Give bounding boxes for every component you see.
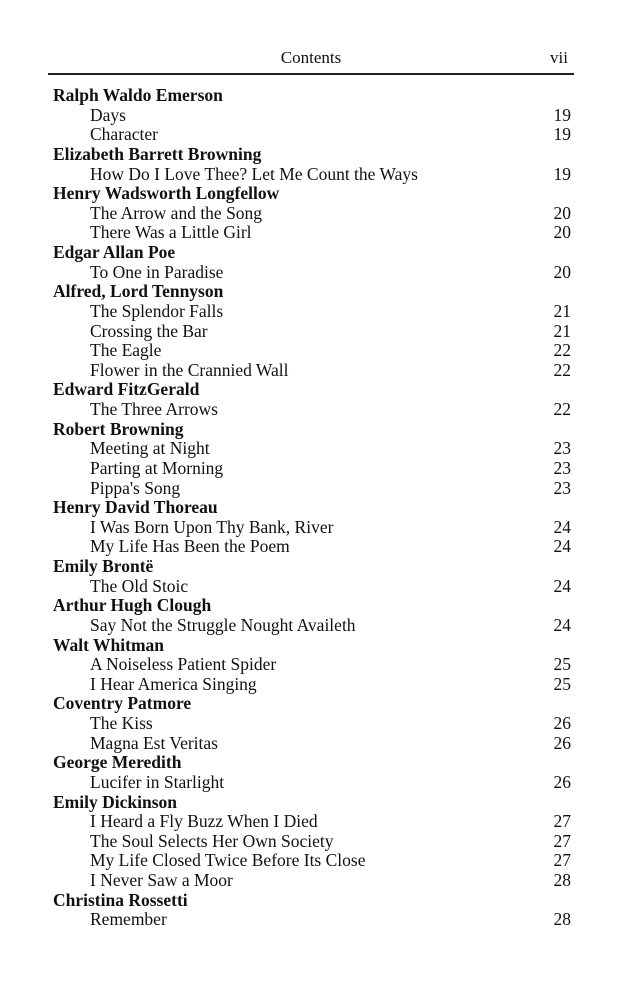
toc-entry xyxy=(53,655,571,675)
toc-entry-title: Crossing the Bar xyxy=(90,320,208,341)
toc-entry-title: My Life Closed Twice Before Its Close xyxy=(90,850,366,871)
toc-entry-title: There Was a Little Girl xyxy=(90,222,252,243)
toc-entry-page-number: 19 xyxy=(553,163,571,184)
running-header-title: Contents xyxy=(280,48,342,67)
toc-author-heading: Ralph Waldo Emerson xyxy=(53,85,223,105)
toc-author-heading: Robert Browning xyxy=(53,418,184,439)
toc-entry xyxy=(53,341,571,361)
toc-author-heading: Walt Whitman xyxy=(53,634,165,655)
toc-entry-title: The Splendor Falls xyxy=(90,300,224,321)
toc-entry xyxy=(53,106,571,126)
toc-author-heading: Edgar Allan Poe xyxy=(53,242,176,262)
toc-entry-page-number: 22 xyxy=(553,399,571,419)
toc-author-heading: George Meredith xyxy=(53,752,182,773)
toc-entry-page-number: 23 xyxy=(553,457,571,478)
toc-entry-title: The Soul Selects Her Own Society xyxy=(90,830,334,851)
toc-entry xyxy=(53,263,571,283)
toc-author-heading: Arthur Hugh Clough xyxy=(53,595,212,616)
toc-entry-title: Days xyxy=(90,104,126,125)
toc-entry-title: I Heard a Fly Buzz When I Died xyxy=(90,811,318,832)
toc-entry-title: Character xyxy=(90,124,159,145)
toc-entry xyxy=(53,223,571,243)
toc-entry-title: Lucifer in Starlight xyxy=(90,771,225,792)
toc-entry-title: The Kiss xyxy=(90,713,153,733)
toc-entry-title: Magna Est Veritas xyxy=(90,732,218,753)
toc-author-heading: Edward FitzGerald xyxy=(53,379,200,400)
toc-entry-page-number: 22 xyxy=(553,340,571,361)
toc-entry-page-number: 19 xyxy=(553,104,571,125)
toc-entry-title: The Arrow and the Song xyxy=(90,202,263,223)
toc-entry xyxy=(53,322,571,342)
toc-entry-title: I Was Born Upon Thy Bank, River xyxy=(90,516,334,537)
toc-entry-page-number: 24 xyxy=(553,536,571,557)
toc-entry xyxy=(53,851,571,871)
toc-entry-page-number: 24 xyxy=(553,575,571,596)
toc-author-heading: Elizabeth Barrett Browning xyxy=(53,143,262,164)
toc-entry-page-number: 26 xyxy=(553,732,571,753)
toc-entry-page-number: 27 xyxy=(553,830,571,851)
toc-entry-page-number: 23 xyxy=(553,438,571,459)
toc-entry xyxy=(53,832,571,852)
toc-entry-page-number: 24 xyxy=(553,516,571,537)
toc-entry-title: How Do I Love Thee? Let Me Count the Ways xyxy=(90,163,418,184)
toc-entry-page-number: 20 xyxy=(553,202,571,223)
toc-entry xyxy=(53,518,571,538)
toc-entry xyxy=(53,616,571,636)
toc-entry-page-number: 21 xyxy=(553,320,571,341)
toc-entry-page-number: 27 xyxy=(553,811,571,832)
toc-entry-title: I Never Saw a Moor xyxy=(90,870,233,890)
header-rule xyxy=(48,73,574,75)
toc-entry xyxy=(53,459,571,479)
toc-entry-title: Remember xyxy=(90,909,167,930)
toc-entry-page-number: 21 xyxy=(553,300,571,321)
running-header-page-number: vii xyxy=(550,48,568,67)
toc-entry xyxy=(53,125,571,145)
toc-author-heading: Emily Dickinson xyxy=(53,791,177,812)
toc-entry xyxy=(53,773,571,793)
toc-entry-title: Meeting at Night xyxy=(90,438,210,459)
toc-entry-title: A Noiseless Patient Spider xyxy=(90,654,277,675)
toc-entry xyxy=(53,479,571,499)
toc-entry xyxy=(53,361,571,381)
toc-author-heading: Henry Wadsworth Longfellow xyxy=(53,183,280,204)
toc-entry-page-number: 23 xyxy=(553,477,571,498)
toc-entry-page-number: 26 xyxy=(553,771,571,792)
toc-entry-page-number: 20 xyxy=(553,222,571,243)
toc-entry-title: The Old Stoic xyxy=(90,575,189,596)
toc-entry xyxy=(53,734,571,754)
toc-entry-title: My Life Has Been the Poem xyxy=(90,536,290,557)
toc-entry-page-number: 25 xyxy=(553,654,571,675)
toc-entry-page-number: 22 xyxy=(553,359,571,380)
toc-entry xyxy=(53,675,571,695)
toc-entry xyxy=(53,537,571,557)
toc-entry-title: Pippa's Song xyxy=(90,477,181,498)
toc-entry xyxy=(53,302,571,322)
toc-entry-title: The Eagle xyxy=(90,340,162,361)
toc-author-heading: Christina Rossetti xyxy=(53,889,188,910)
toc-entry-title: Flower in the Crannied Wall xyxy=(90,359,289,380)
toc-entry xyxy=(53,400,571,420)
toc-entry xyxy=(53,714,571,734)
toc-author-heading: Coventry Patmore xyxy=(53,693,192,714)
toc-entry-page-number: 25 xyxy=(553,673,571,694)
toc-entry-page-number: 24 xyxy=(553,614,571,635)
toc-author-heading: Henry David Thoreau xyxy=(53,497,218,518)
toc-entry xyxy=(53,439,571,459)
toc-entry-page-number: 28 xyxy=(553,909,571,930)
toc-entry-page-number: 19 xyxy=(553,124,571,145)
toc-entry-title: I Hear America Singing xyxy=(90,673,257,694)
toc-entry xyxy=(53,165,571,185)
toc-entry-page-number: 28 xyxy=(553,870,571,890)
toc-author-heading: Alfred, Lord Tennyson xyxy=(53,281,224,302)
toc-entry xyxy=(53,871,571,891)
table-of-contents xyxy=(53,86,571,930)
toc-entry-title: Parting at Morning xyxy=(90,457,224,478)
toc-entry-page-number: 20 xyxy=(553,261,571,282)
toc-entry xyxy=(53,812,571,832)
toc-entry xyxy=(53,577,571,597)
toc-entry-page-number: 27 xyxy=(553,850,571,871)
toc-entry xyxy=(53,910,571,930)
toc-entry-page-number: 26 xyxy=(553,713,571,733)
toc-entry-title: Say Not the Struggle Nought Availeth xyxy=(90,614,356,635)
toc-author-heading: Emily Brontë xyxy=(53,556,154,576)
toc-entry xyxy=(53,204,571,224)
toc-entry-title: The Three Arrows xyxy=(90,399,218,419)
toc-entry-title: To One in Paradise xyxy=(90,261,224,282)
